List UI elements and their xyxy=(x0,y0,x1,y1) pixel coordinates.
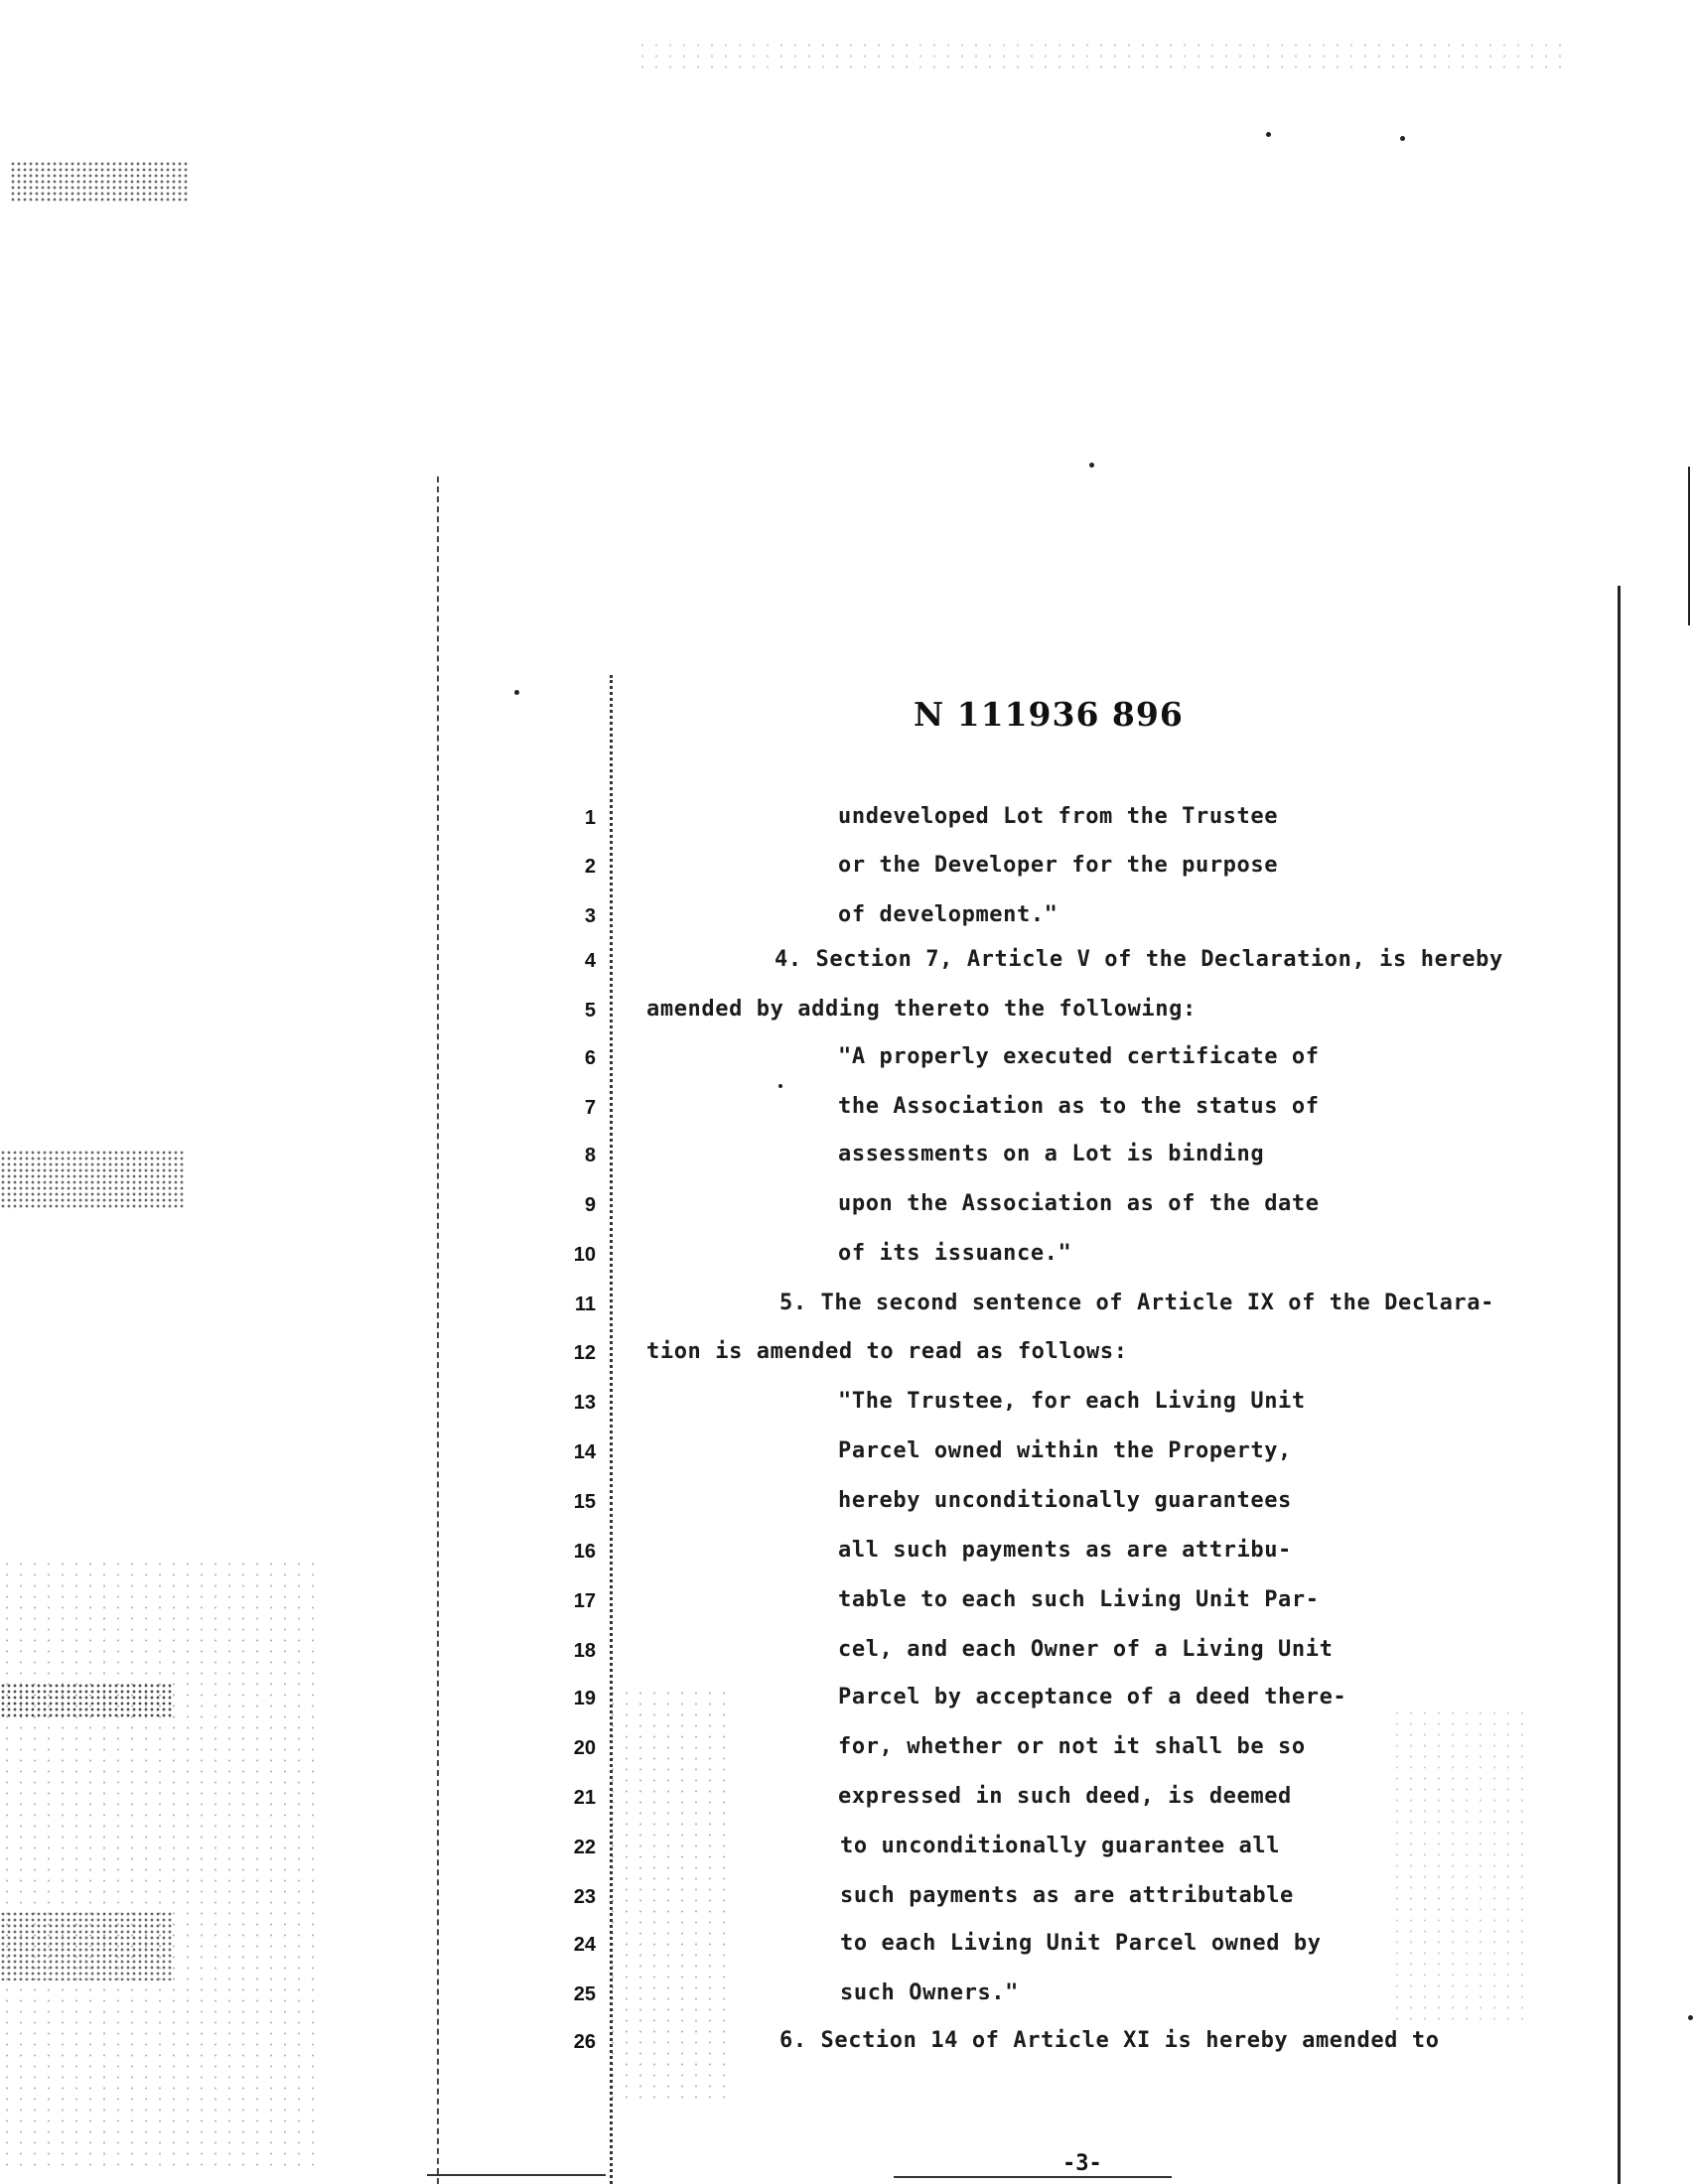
line-number: 12 xyxy=(573,1342,596,1364)
line-number: 14 xyxy=(573,1441,596,1463)
line-number: 11 xyxy=(574,1294,596,1315)
line-number: 18 xyxy=(573,1640,596,1662)
text-line: amended by adding thereto the following: xyxy=(646,997,1197,1022)
line-number-rule xyxy=(610,675,613,2184)
line-number: 3 xyxy=(584,905,596,927)
line-number: 21 xyxy=(573,1787,596,1809)
text-line: to each Living Unit Parcel owned by xyxy=(840,1931,1322,1956)
line-number: 7 xyxy=(584,1097,596,1119)
line-number: 8 xyxy=(584,1145,596,1166)
text-line: 6. Section 14 of Article XI is hereby amended to xyxy=(779,2028,1440,2053)
text-line: of its issuance." xyxy=(838,1241,1072,1266)
text-line: the Association as to the status of xyxy=(838,1094,1320,1119)
scan-artifact-halftone xyxy=(10,161,189,203)
document-number: N 111936 896 xyxy=(914,695,1184,734)
line-number: 15 xyxy=(573,1491,596,1513)
line-number: 19 xyxy=(573,1688,596,1709)
text-line: cel, and each Owner of a Living Unit xyxy=(838,1637,1334,1662)
line-number: 10 xyxy=(573,1244,596,1266)
line-number: 26 xyxy=(573,2031,596,2053)
line-number: 1 xyxy=(584,807,596,829)
text-line: to unconditionally guarantee all xyxy=(840,1834,1281,1858)
line-number: 22 xyxy=(573,1837,596,1858)
line-number: 2 xyxy=(584,856,596,878)
line-number: 6 xyxy=(584,1047,596,1069)
scan-artifact-scatter xyxy=(606,1688,725,2105)
right-margin-rule xyxy=(1618,586,1621,2184)
text-line: 4. Section 7, Article V of the Declaration, is hereby xyxy=(775,947,1503,972)
bottom-rule xyxy=(894,2176,1172,2178)
line-number: 9 xyxy=(584,1194,596,1216)
bottom-rule xyxy=(427,2174,606,2176)
text-line: or the Developer for the purpose xyxy=(838,853,1279,878)
line-number: 24 xyxy=(573,1934,596,1956)
text-line: undeveloped Lot from the Trustee xyxy=(838,804,1279,829)
text-line: "A properly executed certificate of xyxy=(838,1044,1320,1069)
text-line: all such payments as are attribu- xyxy=(838,1538,1292,1563)
line-number: 25 xyxy=(573,1983,596,2005)
scan-speck xyxy=(514,690,519,695)
left-margin-rule xyxy=(437,477,439,2184)
line-number: 13 xyxy=(573,1392,596,1414)
page-number: -3- xyxy=(1062,2151,1102,2176)
scan-artifact-scatter xyxy=(635,40,1569,69)
scan-speck xyxy=(778,1084,782,1088)
text-line: upon the Association as of the date xyxy=(838,1191,1320,1216)
text-line: 5. The second sentence of Article IX of the Declara- xyxy=(779,1291,1494,1315)
line-number: 20 xyxy=(573,1737,596,1759)
scan-speck xyxy=(1688,2015,1693,2020)
text-line: such Owners." xyxy=(840,1980,1019,2005)
text-line: Parcel by acceptance of a deed there- xyxy=(838,1685,1347,1709)
line-number: 4 xyxy=(584,950,596,972)
text-line: for, whether or not it shall be so xyxy=(838,1734,1306,1759)
line-number: 5 xyxy=(584,1000,596,1022)
text-line: table to each such Living Unit Par- xyxy=(838,1587,1320,1612)
line-number: 17 xyxy=(573,1590,596,1612)
scan-speck xyxy=(1266,132,1271,137)
scan-artifact-scatter xyxy=(0,1559,318,2174)
line-number: 23 xyxy=(573,1886,596,1908)
text-line: of development." xyxy=(838,902,1059,927)
page-edge-rule xyxy=(1688,467,1690,625)
line-number: 16 xyxy=(573,1541,596,1563)
text-line: expressed in such deed, is deemed xyxy=(838,1784,1292,1809)
text-line: Parcel owned within the Property, xyxy=(838,1438,1292,1463)
text-line: tion is amended to read as follows: xyxy=(646,1339,1128,1364)
scan-speck xyxy=(1089,463,1094,468)
text-line: assessments on a Lot is binding xyxy=(838,1142,1265,1166)
text-line: hereby unconditionally guarantees xyxy=(838,1488,1292,1513)
scan-artifact-halftone xyxy=(0,1150,184,1209)
text-line: such payments as are attributable xyxy=(840,1883,1294,1908)
text-line: "The Trustee, for each Living Unit xyxy=(838,1389,1306,1414)
scan-artifact-scatter xyxy=(1390,1707,1529,2025)
scan-speck xyxy=(1400,136,1405,141)
